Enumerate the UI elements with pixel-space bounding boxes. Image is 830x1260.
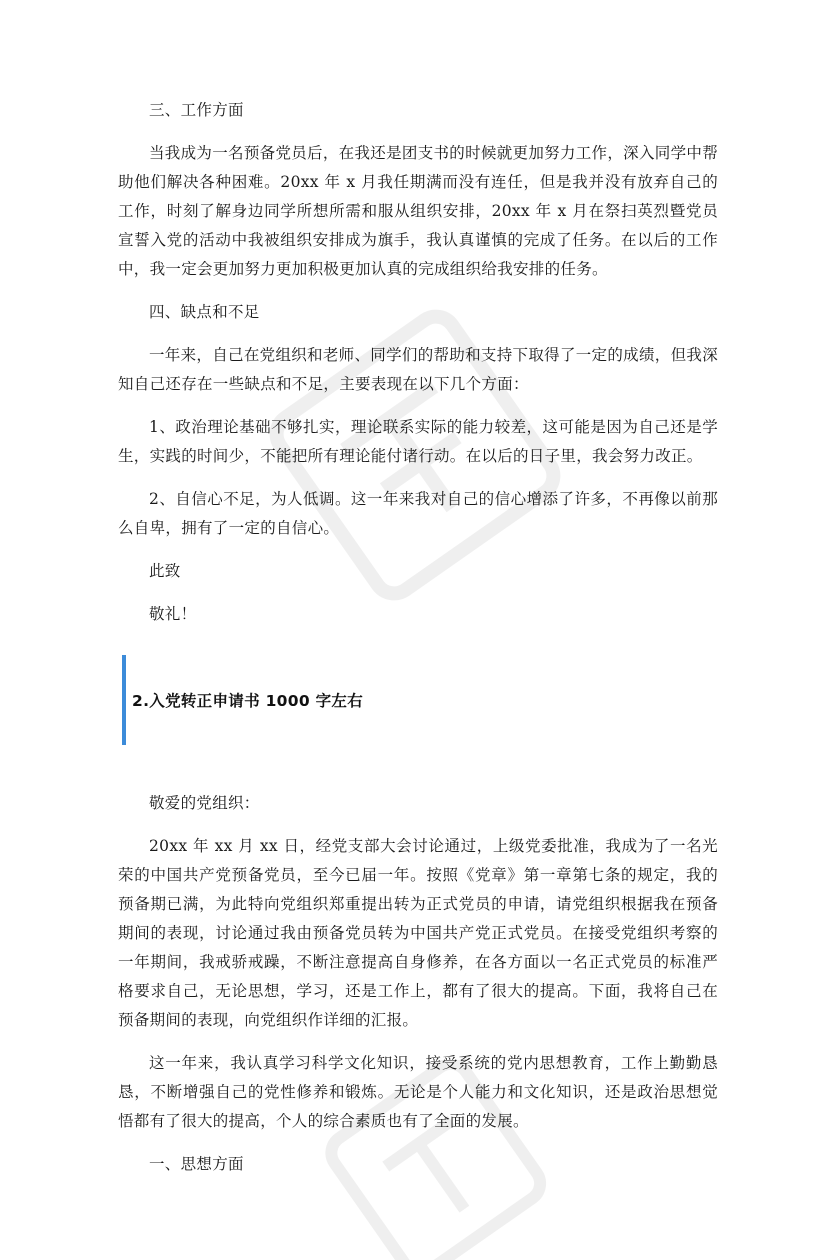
heading-shortcomings: 四、缺点和不足 [149, 303, 260, 321]
document-content [118, 96, 718, 1193]
section-title: 2.入党转正申请书 1000 字左右 [132, 692, 364, 710]
section-accent-bar [122, 655, 126, 745]
paragraph-shortcomings-intro: 一年来，自己在党组织和老师、同学们的帮助和支持下取得了一定的成绩，但我深知自己还存在一些缺点和不足，主要表现在以下几个方面： [118, 346, 718, 393]
closing-regards: 敬礼！ [149, 605, 197, 623]
paragraph-work: 当我成为一名预备党员后，在我还是团支书的时候就更加努力工作，深入同学中帮助他们解决各种困难。20xx 年 x 月我任期满而没有连任，但是我并没有放弃自己的工作，时刻了解身边同学所想所需和服从组织安排，20xx 年 x 月在祭扫英烈暨党员宣誓入党的活动中我被组织安排成为旗手，我认真谨慎的完成了任务。在以后的工作中，我一定会更加努力更加积极更加认真的完成组织给我安排的任务。 [118, 144, 718, 278]
paragraph-year-summary: 这一年来，我认真学习科学文化知识，接受系统的党内思想教育，工作上勤勤恳恳，不断增强自己的党性修养和锻炼。无论是个人能力和文化知识，还是政治思想觉悟都有了很大的提高，个人的综合素质也有了全面的发展。 [118, 1054, 718, 1130]
paragraph-application: 20xx 年 xx 月 xx 日，经党支部大会讨论通过，上级党委批准，我成为了一名光荣的中国共产党预备党员，至今已届一年。按照《党章》第一章第七条的规定，我的预备期已满，为此特向党组织郑重提出转为正式党员的申请，请党组织根据我在预备期间的表现，讨论通过我由预备党员转为中国共产党正式党员。在接受党组织考察的一年期间，我戒骄戒躁，不断注意提高自身修养，在各方面以一名正式党员的标准严格要求自己，无论思想，学习，还是工作上，都有了很大的提高。下面，我将自己在预备期间的表现，向党组织作详细的汇报。 [118, 837, 718, 1029]
heading-work: 三、工作方面 [149, 101, 244, 119]
closing-salutation: 此致 [149, 562, 181, 580]
greeting: 敬爱的党组织： [149, 794, 260, 812]
section-title-block [122, 655, 718, 745]
paragraph-shortcoming-2: 2、自信心不足，为人低调。这一年来我对自己的信心增添了许多，不再像以前那么自卑，拥有了一定的自信心。 [118, 490, 718, 537]
heading-thought: 一、思想方面 [149, 1155, 244, 1173]
paragraph-shortcoming-1: 1、政治理论基础不够扎实，理论联系实际的能力较差，这可能是因为自己还是学生，实践的时间少，不能把所有理论能付诸行动。在以后的日子里，我会努力改正。 [118, 418, 718, 465]
